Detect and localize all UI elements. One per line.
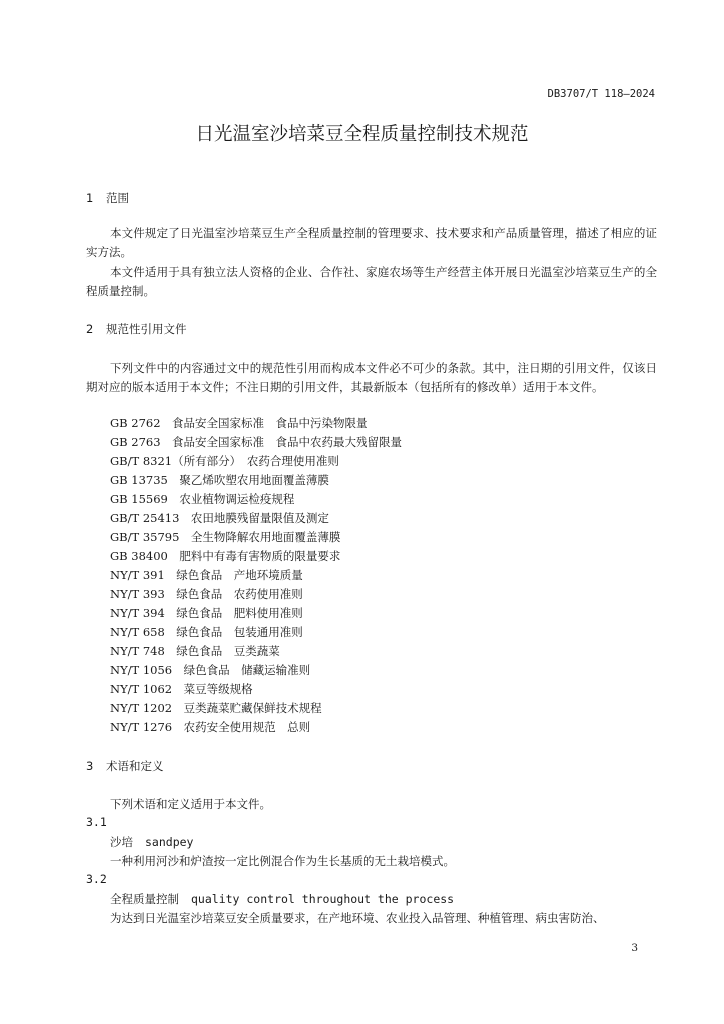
reference-item: GB 2763 食品安全国家标准 食品中农药最大残留限量 — [110, 435, 403, 449]
section-number: 3 — [86, 759, 94, 773]
term-entry — [110, 891, 454, 907]
reference-item: NY/T 1276 农药安全使用规范 总则 — [110, 720, 311, 734]
reference-item: NY/T 1202 豆类蔬菜贮藏保鲜技术规程 — [110, 701, 322, 715]
term-zh: 全程质量控制 — [110, 892, 179, 906]
reference-item: GB 2762 食品安全国家标准 食品中污染物限量 — [110, 416, 368, 430]
reference-item: GB 13735 聚乙烯吹塑农用地面覆盖薄膜 — [110, 473, 329, 487]
term-zh: 沙培 — [110, 835, 133, 849]
section-heading-terms — [86, 758, 164, 774]
reference-item: NY/T 394 绿色食品 肥料使用准则 — [110, 606, 303, 620]
term-definition: 一种利用河沙和炉渣按一定比例混合作为生长基质的无土栽培模式。 — [110, 854, 455, 868]
page-title: 日光温室沙培菜豆全程质量控制技术规范 — [195, 124, 529, 145]
section-title: 范围 — [106, 191, 129, 205]
reference-item: NY/T 1062 菜豆等级规格 — [110, 682, 253, 696]
section-heading-scope — [86, 190, 129, 206]
reference-item: GB 15569 农业植物调运检疫规程 — [110, 492, 295, 506]
reference-item: GB/T 25413 农田地膜残留量限值及测定 — [110, 511, 329, 525]
reference-item: NY/T 393 绿色食品 农药使用准则 — [110, 587, 303, 601]
reference-item: NY/T 391 绿色食品 产地环境质量 — [110, 568, 303, 582]
reference-item: NY/T 1056 绿色食品 储藏运输准则 — [110, 663, 311, 677]
document-code: DB3707/T 118—2024 — [547, 88, 655, 100]
term-entry — [110, 834, 193, 850]
term-en: quality control throughout the process — [191, 892, 455, 906]
scope-paragraph-1: 本文件规定了日光温室沙培菜豆生产全程质量控制的管理要求、技术要求和产品质量管理，描述了相应的证实方法。 — [86, 226, 657, 259]
reference-item: GB 38400 肥料中有毒有害物质的限量要求 — [110, 549, 341, 563]
reference-item: GB/T 35795 全生物降解农用地面覆盖薄膜 — [110, 530, 341, 544]
term-number: 3.1 — [86, 815, 107, 829]
reference-item: NY/T 748 绿色食品 豆类蔬菜 — [110, 644, 280, 658]
term-definition: 为达到日光温室沙培菜豆安全质量要求，在产地环境、农业投入品管理、种植管理、病虫害防治、 — [110, 911, 605, 925]
reference-item: GB/T 8321（所有部分） 农药合理使用准则 — [110, 454, 339, 468]
section-title: 术语和定义 — [106, 759, 164, 773]
term-number: 3.2 — [86, 872, 107, 886]
section-heading-normative — [86, 321, 187, 337]
term-en: sandpey — [145, 835, 194, 849]
page-number: 3 — [631, 942, 638, 954]
section-title: 规范性引用文件 — [106, 322, 187, 336]
terms-intro: 下列术语和定义适用于本文件。 — [110, 797, 271, 811]
section-number: 2 — [86, 322, 94, 336]
section-number: 1 — [86, 191, 94, 205]
reference-item: NY/T 658 绿色食品 包装通用准则 — [110, 625, 303, 639]
normative-intro: 下列文件中的内容通过文中的规范性引用而构成本文件必不可少的条款。其中，注日期的引用文件，仅该日期对应的版本适用于本文件；不注日期的引用文件，其最新版本（包括所有的修改单）适用于本文件。 — [86, 361, 657, 394]
scope-paragraph-2: 本文件适用于具有独立法人资格的企业、合作社、家庭农场等生产经营主体开展日光温室沙培菜豆生产的全程质量控制。 — [86, 265, 657, 298]
